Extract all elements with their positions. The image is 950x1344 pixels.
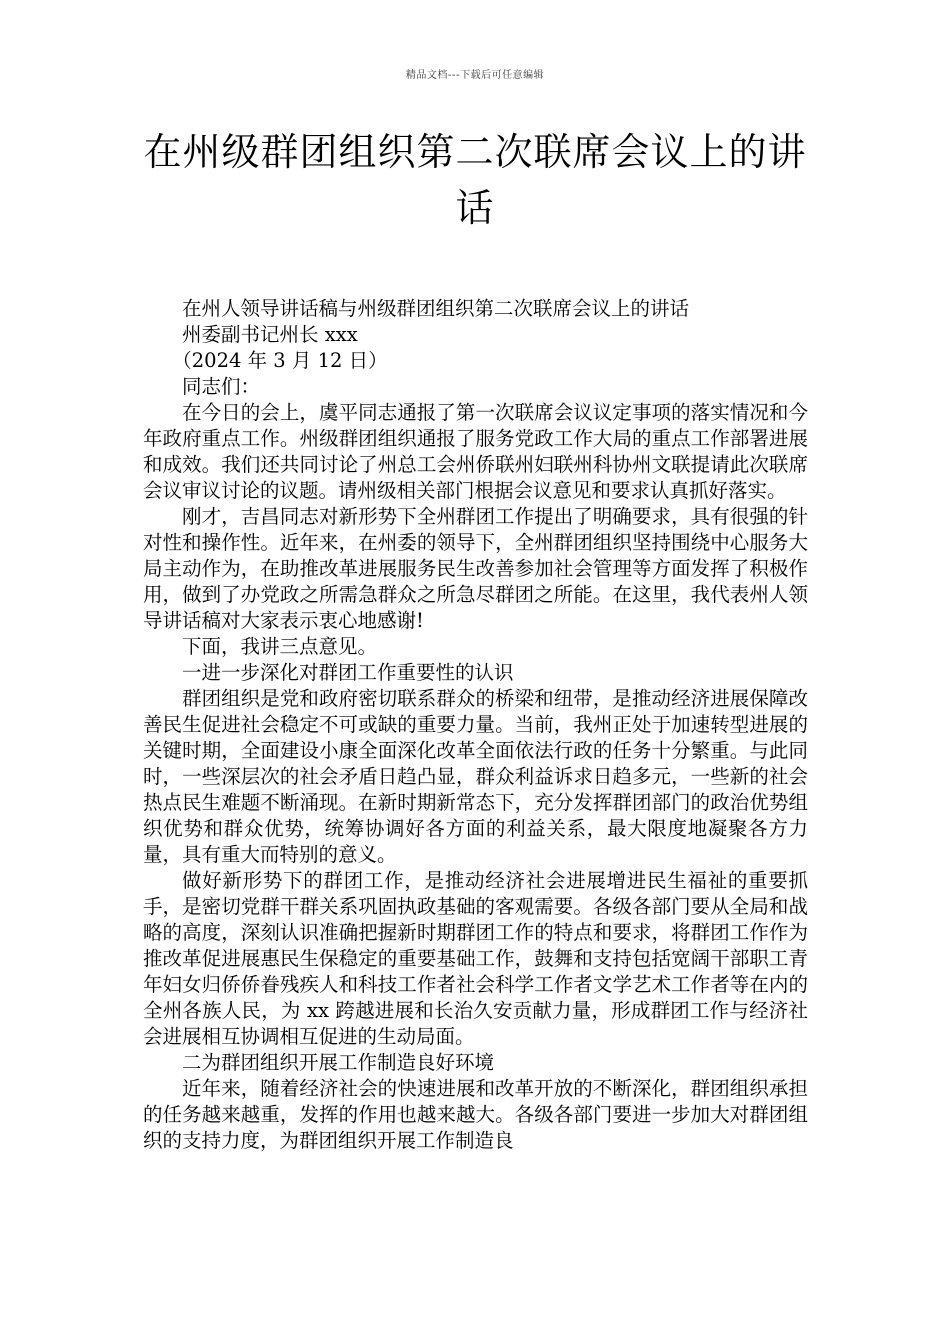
- section-heading: 二为群团组织开展工作制造良好环境: [182, 1051, 495, 1074]
- speech-date: （2024 年 3 月 12 日）: [172, 349, 388, 372]
- speech-subtitle: 在州人领导讲话稿与州级群团组织第二次联席会议上的讲话: [182, 297, 690, 320]
- document-body: [143, 296, 808, 1154]
- speaker-line: 州委副书记州长 xxx: [182, 323, 358, 346]
- paragraph: 做好新形势下的群团工作，是推动经济社会进展增进民生福祉的重要抓手，是密切党群干群关系巩固执政基础的客观需要。各级各部门要从全局和战略的高度，深刻认识准确把握新时期群团工作的特点和要求，将群团工作作为推改革促进展惠民生保稳定的重要基础工作，鼓舞和支持包括宽阔干部职工青年妇女归侨侨眷残疾人和科技工作者社会科学工作者文学艺术工作者等在内的全州各族人民，为 xx 跨越进展和长治久安贡献力量，形成群团工作与经济社会进展相互协调相互促进的生动局面。: [143, 869, 808, 1048]
- document-title: 在州级群团组织第二次联席会议上的讲话: [143, 130, 807, 230]
- paragraph: 群团组织是党和政府密切联系群众的桥梁和纽带，是推动经济进展保障改善民生促进社会稳定不可或缺的重要力量。当前，我州正处于加速转型进展的关键时期，全面建设小康全面深化改革全面依法行政的任务十分繁重。与此同时，一些深层次的社会矛盾日趋凸显，群众利益诉求日趋多元，一些新的社会热点民生难题不断涌现。在新时期新常态下，充分发挥群团部门的政治优势组织优势和群众优势，统筹协调好各方面的利益关系，最大限度地凝聚各方力量，具有重大而特别的意义。: [143, 687, 808, 866]
- paragraph: 刚才，吉昌同志对新形势下全州群团工作提出了明确要求，具有很强的针对性和操作性。近年来，在州委的领导下，全州群团组织坚持围绕中心服务大局主动作为，在助推改革进展服务民生改善参加社会管理等方面发挥了积极作用，做到了办党政之所需急群众之所急尽群团之所能。在这里，我代表州人领导讲话稿对大家表示衷心地感谢!: [143, 505, 808, 632]
- paragraph: 下面，我讲三点意见。: [182, 635, 378, 658]
- salutation: 同志们：: [182, 375, 261, 398]
- paragraph: 在今日的会上，虞平同志通报了第一次联席会议议定事项的落实情况和今年政府重点工作。州级群团组织通报了服务党政工作大局的重点工作部署进展和成效。我们还共同讨论了州总工会州侨联州妇联州科协州文联提请此次联席会议审议讨论的议题。请州级相关部门根据会议意见和要求认真抓好落实。: [143, 401, 808, 502]
- section-heading: 一进一步深化对群团工作重要性的认识: [182, 661, 514, 684]
- header-note: 精品文档---下载后可任意编辑: [405, 70, 545, 81]
- paragraph: 近年来，随着经济社会的快速进展和改革开放的不断深化，群团组织承担的任务越来越重，发挥的作用也越来越大。各级各部门要进一步加大对群团组织的支持力度，为群团组织开展工作制造良: [143, 1077, 808, 1152]
